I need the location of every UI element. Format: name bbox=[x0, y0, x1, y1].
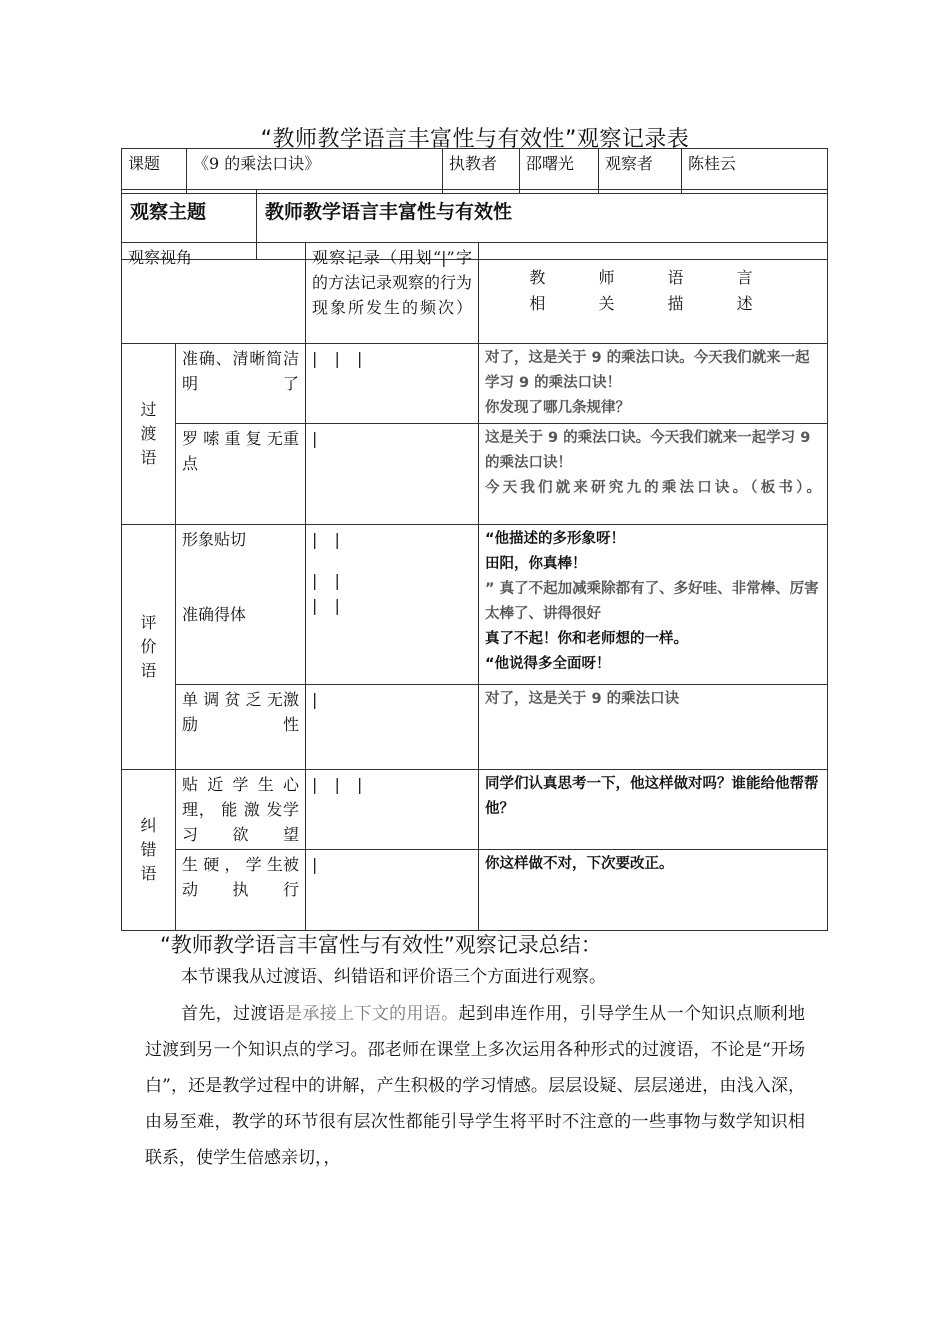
table-row bbox=[122, 424, 828, 525]
record-cell: | bbox=[306, 424, 479, 525]
page-title: “教师教学语言丰富性与有效性”观察记录表 bbox=[260, 127, 690, 152]
theme-value: 教师教学语言丰富性与有效性 bbox=[257, 190, 828, 260]
criterion-cell: 生 硬 ， 学 生被动执行 bbox=[176, 850, 306, 931]
description-cell: 同学们认真思考一下，他这样做对吗？谁能给他帮帮他？ bbox=[479, 770, 828, 850]
teacher-value: 邵曙光 bbox=[520, 149, 599, 194]
description-cell: “他描述的多形象呀！ 田阳，你真棒！ ” 真了不起加减乘除都有了、多好哇、非常棒、厉害太棒了、讲得很好 真了不起！你和老师想的一样。 “他说得多全面呀！ bbox=[479, 525, 828, 685]
description-cell: 对了，这是关于 9 的乘法口诀 bbox=[479, 685, 828, 770]
description-cell: 对了，这是关于 9 的乘法口诀。今天我们就来一起学习 9 的乘法口诀！ 你发现了哪几条规律？ bbox=[479, 344, 828, 424]
category-label: 过渡语 bbox=[140, 400, 157, 467]
category-label: 纠错语 bbox=[140, 816, 157, 883]
desc-header-line1: 教 师 语 言 bbox=[529, 268, 777, 287]
observer-value: 陈桂云 bbox=[682, 149, 828, 194]
description-cell: 你这样做不对，下次要改正。 bbox=[479, 850, 828, 931]
record-cell: | bbox=[306, 685, 479, 770]
description-header bbox=[479, 243, 828, 344]
criterion-cell: 单 调 贫 乏 无激励性 bbox=[176, 685, 306, 770]
subject-value: 《9 的乘法口诀》 bbox=[187, 149, 443, 194]
header-row bbox=[122, 243, 828, 344]
record-cell: | bbox=[306, 850, 479, 931]
criterion-cell: 准确、清晰简洁明了 bbox=[176, 344, 306, 424]
category-cell bbox=[122, 344, 176, 525]
table-row bbox=[122, 770, 828, 850]
category-label: 评价语 bbox=[140, 613, 157, 680]
record-cell: | | | bbox=[306, 770, 479, 850]
perspective-header: 观察视角 bbox=[122, 243, 306, 344]
observation-table bbox=[121, 242, 828, 931]
desc-header-line2: 相 关 描 述 bbox=[529, 294, 777, 313]
subject-label: 课题 bbox=[122, 149, 187, 194]
table-row bbox=[122, 344, 828, 424]
summary-paragraph-2: 首先，过渡语是承接上下文的用语。起到串连作用，引导学生从一个知识点顺利地过渡到另一个知识点的学习。邵老师在课堂上多次运用各种形式的过渡语，不论是“开场白”，还是教学过程中的讲解，产生积极的学习情感。层层设疑、层层递进，由浅入深，由易至难，教学的环节很有层次性都能引导学生将平时不注意的一些事物与数学知识相联系，使学生倍感亲切，， bbox=[145, 1004, 806, 1168]
table-row bbox=[122, 850, 828, 931]
teacher-label: 执教者 bbox=[443, 149, 520, 194]
category-cell bbox=[122, 525, 176, 770]
criterion-cell: 罗 嗦 重 复 无重点 bbox=[176, 424, 306, 525]
category-cell bbox=[122, 770, 176, 931]
record-header: 观察记录（用划“|”字的方法记录观察的行为现象所发生的频次） bbox=[306, 243, 479, 344]
theme-label: 观察主题 bbox=[122, 190, 257, 260]
criterion-cell: 形象贴切 准确得体 bbox=[176, 525, 306, 685]
info-table bbox=[121, 148, 828, 194]
summary-title: “教师教学语言丰富性与有效性”观察记录总结： bbox=[160, 933, 602, 957]
record-cell: | | | bbox=[306, 344, 479, 424]
record-cell: | | | | | | bbox=[306, 525, 479, 685]
table-row bbox=[122, 525, 828, 685]
observer-label: 观察者 bbox=[599, 149, 682, 194]
table-row bbox=[122, 685, 828, 770]
description-cell: 这是关于 9 的乘法口诀。今天我们就来一起学习 9 的乘法口诀！ 今天我们就来研究九的乘法口诀。（板书）。 bbox=[479, 424, 828, 525]
summary-paragraph-1: 本节课我从过渡语、纠错语和评价语三个方面进行观察。 bbox=[181, 967, 606, 987]
criterion-cell: 贴 近 学 生 心理， 能 激 发学习欲望 bbox=[176, 770, 306, 850]
